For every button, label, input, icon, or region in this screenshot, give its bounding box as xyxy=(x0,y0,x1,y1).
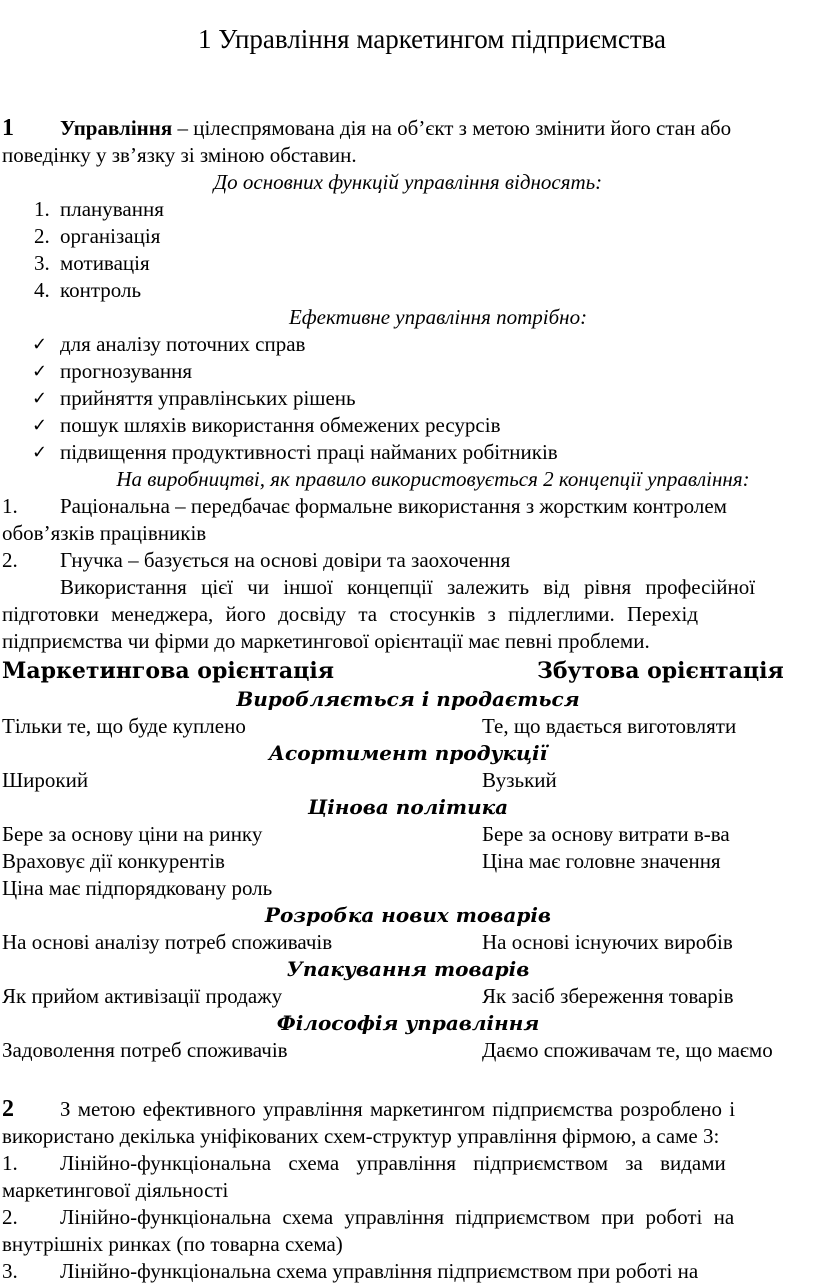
definition-text: – цілеспрямована дія на об’єкт з метою змінити його стан або xyxy=(172,116,732,140)
list-item: 3. мотивація xyxy=(34,251,150,275)
functions-heading: До основних функцій управління відносять: xyxy=(213,170,603,194)
concept-1-line-2: обов’язків працівників xyxy=(2,521,207,545)
comparison-header xyxy=(2,658,814,686)
list-item: 4. контроль xyxy=(34,278,142,302)
section-title: Філософія управління xyxy=(276,1011,540,1035)
section-title: Виробляється і продається xyxy=(236,687,580,711)
concepts-heading: На виробництві, як правило використовується 2 концепції управління: xyxy=(116,467,750,491)
concept-1-line-1: 1. Раціональна – передбачає формальне використання з жорстким контролем xyxy=(2,494,727,518)
check-icon: ✓ xyxy=(32,442,48,463)
definition-line-2: поведінку у зв’язку зі зміною обставин. xyxy=(2,143,357,167)
list-item: ✓ для аналізу поточних справ xyxy=(32,332,306,356)
list-item: 1. планування xyxy=(34,197,164,221)
list-item: ✓ підвищення продуктивності праці найманих робітників xyxy=(32,440,558,464)
check-icon: ✓ xyxy=(32,415,48,436)
marketing-orientation-header: Маркетингова орієнтація xyxy=(2,658,334,684)
list-item: 2. організація xyxy=(34,224,161,248)
section-1-number: 1 xyxy=(2,115,14,141)
section-2-number: 2 xyxy=(2,1096,14,1122)
check-icon: ✓ xyxy=(32,388,48,409)
table-row: Як прийом активізації продажу Як засіб збереження товарів xyxy=(2,984,734,1008)
section-1 xyxy=(2,115,814,655)
list-item: ✓ прогнозування xyxy=(32,359,193,383)
section-2-intro-line-2: використано декілька уніфікованих схем-структур управління фірмою, а саме 3: xyxy=(2,1124,720,1148)
section-title: Асортимент продукції xyxy=(268,741,548,765)
page-title: 1 Управління маркетингом підприємства xyxy=(197,24,667,54)
check-icon: ✓ xyxy=(32,361,48,382)
table-row: Враховує дії конкурентів Ціна має головне значення xyxy=(2,849,721,873)
paragraph-line-2: підготовки менеджера, його досвіду та стосунків з підлеглими. Перехід xyxy=(2,602,698,626)
table-row: Бере за основу ціни на ринку Бере за основу витрати в-ва xyxy=(2,822,730,846)
section-2 xyxy=(2,1096,814,1285)
effective-heading: Ефективне управління потрібно: xyxy=(288,305,588,329)
section-2-intro-line-1: 2 З метою ефективного управління маркетингом підприємства розроблено і xyxy=(2,1096,736,1122)
section-title: Цінова політика xyxy=(307,795,509,819)
table-row: На основі аналізу потреб споживачів На основі існуючих виробів xyxy=(2,930,733,954)
sales-orientation-header: Збутова орієнтація xyxy=(537,658,784,684)
comparison-table xyxy=(2,658,814,1064)
definition-term: Управління xyxy=(60,116,173,140)
section-title: Розробка нових товарів xyxy=(264,903,552,927)
table-row: Задоволення потреб споживачів Даємо споживачам те, що маємо xyxy=(2,1038,773,1062)
table-row: Ціна має підпорядковану роль xyxy=(2,876,273,900)
table-row: Широкий Вузький xyxy=(2,768,557,792)
paragraph-line-1: Використання цієї чи іншої концепції залежить від рівня професійної xyxy=(60,575,756,599)
scheme-1-line-1: 1. Лінійно-функціональна схема управління підприємством за видами xyxy=(2,1151,726,1175)
paragraph-line-3: підприємства чи фірми до маркетингової орієнтації має певні проблеми. xyxy=(2,629,650,653)
scheme-2-line-1: 2. Лінійно-функціональна схема управління підприємством при роботі на xyxy=(2,1205,735,1229)
concept-2: 2. Гнучка – базується на основі довіри та заохочення xyxy=(2,548,511,572)
scheme-2-line-2: внутрішніх ринках (по товарна схема) xyxy=(2,1232,343,1256)
table-row: Тільки те, що буде куплено Те, що вдається виготовляти xyxy=(2,714,737,738)
functions-list xyxy=(2,196,814,304)
scheme-3-line-1: 3. Лінійно-функціональна схема управління підприємством при роботі на xyxy=(2,1259,699,1283)
check-icon: ✓ xyxy=(32,334,48,355)
definition-line-1 xyxy=(2,115,814,142)
scheme-1-line-2: маркетингової діяльності xyxy=(2,1178,229,1202)
section-title: Упакування товарів xyxy=(286,957,530,981)
effective-list xyxy=(2,331,814,466)
list-item: ✓ прийняття управлінських рішень xyxy=(32,386,356,410)
list-item: ✓ пошук шляхів використання обмежених ресурсів xyxy=(32,413,501,437)
